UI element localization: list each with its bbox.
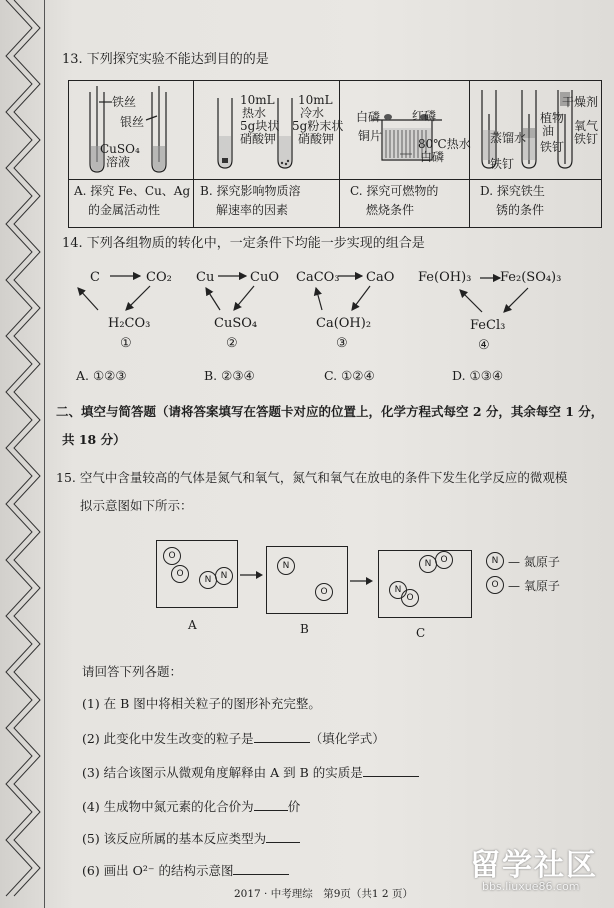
q13-d-label-1: 蒸馏水 bbox=[490, 131, 527, 145]
q13-b-label-1: 10mL bbox=[240, 93, 275, 107]
q13-d-label-7: 氧气 bbox=[574, 119, 599, 133]
answer-blank[interactable] bbox=[254, 798, 288, 811]
nitrogen-atom: N bbox=[419, 555, 437, 573]
q13-caption-c: C. 探究可燃物的 燃烧条件 bbox=[350, 184, 439, 217]
q13-a-label-1: 铁丝 bbox=[112, 95, 137, 109]
q13-c-label-1: 白磷 bbox=[356, 110, 381, 124]
q13-d-label-4: 油 bbox=[542, 124, 555, 138]
q13-stem: 13. 下列探究实验不能达到目的的是 bbox=[62, 52, 269, 67]
q13-d-label-3: 植物 bbox=[540, 111, 565, 125]
q14-option-d: D. ①③④ bbox=[452, 368, 504, 383]
legend-nitrogen-label: — 氮原子 bbox=[508, 555, 560, 569]
q14-g1-c: H₂CO₃ bbox=[108, 316, 151, 331]
q14-g3-b: CaO bbox=[366, 270, 395, 285]
oxygen-atom: O bbox=[163, 547, 181, 565]
oxygen-atom: O bbox=[315, 583, 333, 601]
legend-oxygen-icon: O bbox=[486, 576, 504, 594]
q14-stem: 14. 下列各组物质的转化中，一定条件下均能一步实现的组合是 bbox=[62, 236, 425, 251]
nitrogen-atom: N bbox=[199, 571, 217, 589]
answer-blank[interactable] bbox=[266, 830, 300, 843]
diagram-box-a bbox=[156, 540, 238, 608]
q14-option-c: C. ①②④ bbox=[324, 368, 375, 383]
oxygen-atom: O bbox=[171, 565, 189, 583]
q13-c-label-4: 80℃热水 bbox=[418, 137, 471, 151]
q14-g1-num: ① bbox=[120, 336, 132, 351]
q14-g3-num: ③ bbox=[336, 336, 348, 351]
legend-oxygen-label: — 氧原子 bbox=[508, 579, 560, 593]
section2-heading-line1: 二、填空与简答题（请将答案填写在答题卡对应的位置上，化学方程式每空 2 分，其余每空 1 分， bbox=[56, 404, 604, 419]
answer-blank[interactable] bbox=[233, 862, 289, 875]
q15-stem-line2: 拟示意图如下所示： bbox=[80, 498, 193, 513]
nitrogen-atom: N bbox=[277, 557, 295, 575]
q14-g1-b: CO₂ bbox=[146, 270, 172, 285]
q13-caption-a: A. 探究 Fe、Cu、Ag 的金属活动性 bbox=[74, 184, 191, 217]
watermark-logo: 留学社区 bbox=[470, 848, 598, 883]
binding-strip bbox=[0, 0, 44, 908]
q13-b-label-7: 5g粉末状 bbox=[292, 119, 344, 133]
q15-sub5: (5) 该反应所属的基本反应类型为 bbox=[82, 830, 300, 847]
section2-heading-line2: 共 18 分） bbox=[62, 432, 126, 447]
binding-line bbox=[44, 0, 45, 908]
q14-option-b: B. ②③④ bbox=[204, 368, 255, 383]
box-b-label: B bbox=[300, 622, 309, 636]
diagram-box-b bbox=[266, 546, 348, 614]
oxygen-atom: O bbox=[435, 551, 453, 569]
nitrogen-atom: N bbox=[389, 581, 407, 599]
q13-b-label-6: 冷水 bbox=[300, 106, 325, 120]
q13-b-label-5: 10mL bbox=[298, 93, 333, 107]
q14-g3-a: CaCO₃ bbox=[296, 270, 340, 285]
q13-caption-d: D. 探究铁生 锈的条件 bbox=[480, 184, 545, 217]
q14-g1-a: C bbox=[90, 270, 100, 285]
q13-c-label-3: 铜片 bbox=[358, 129, 383, 143]
q13-b-label-2: 热水 bbox=[242, 106, 267, 120]
watermark-url: bbs.liuxue86.com bbox=[482, 880, 580, 893]
q13-d-label-8: 铁钉 bbox=[574, 132, 599, 146]
diagram-box-c bbox=[378, 550, 472, 618]
page-footer: 2017 · 中考理综 第9页（共1 2 页） bbox=[234, 888, 413, 900]
q15-sub6: (6) 画出 O²⁻ 的结构示意图 bbox=[82, 862, 289, 879]
q13-a-label-3: CuSO₄ bbox=[100, 142, 140, 156]
q13-a-label-4: 溶液 bbox=[106, 155, 131, 169]
arrow-a-to-b bbox=[240, 570, 264, 580]
q14-g4-b: Fe₂(SO₄)₃ bbox=[500, 270, 562, 285]
q13-b-label-3: 5g块状 bbox=[240, 119, 280, 133]
nitrogen-atom: N bbox=[215, 567, 233, 585]
q14-g4-num: ④ bbox=[478, 338, 490, 353]
arrow-b-to-c bbox=[350, 576, 374, 586]
q14-g2-num: ② bbox=[226, 336, 238, 351]
box-a-label: A bbox=[188, 618, 197, 632]
q14-g2-b: CuO bbox=[250, 270, 279, 285]
q14-g3-c: Ca(OH)₂ bbox=[316, 316, 372, 331]
legend-nitrogen-icon: N bbox=[486, 552, 504, 570]
q13-caption-b: B. 探究影响物质溶 解速率的因素 bbox=[200, 184, 301, 217]
answer-blank[interactable] bbox=[254, 730, 310, 743]
q15-sub2: (2) 此变化中发生改变的粒子是 （填化学式） bbox=[82, 731, 385, 746]
q13-c-label-5: 白磷 bbox=[420, 150, 445, 164]
oxygen-atom: O bbox=[401, 589, 419, 607]
q13-a-label-2: 银丝 bbox=[120, 115, 145, 129]
q15-stem-line1: 15. 空气中含量较高的气体是氮气和氧气，氮气和氧气在放电的条件下发生化学反应的微观模 bbox=[56, 470, 568, 485]
box-c-label: C bbox=[416, 626, 426, 640]
q14-g2-a: Cu bbox=[196, 270, 215, 285]
q13-d-label-6: 干燥剂 bbox=[562, 95, 599, 109]
q13-c-label-2: 红磷 bbox=[412, 109, 437, 123]
q15-prompt: 请回答下列各题： bbox=[82, 664, 183, 679]
answer-blank[interactable] bbox=[363, 764, 419, 777]
q13-b-label-4: 硝酸钾 bbox=[240, 132, 277, 146]
q13-d-label-5: 铁钉 bbox=[540, 140, 565, 154]
q15-sub4: (4) 生成物中氮元素的化合价为 价 bbox=[82, 799, 301, 814]
q14-g4-c: FeCl₃ bbox=[470, 318, 506, 333]
q15-sub3: (3) 结合该图示从微观角度解释由 A 到 B 的实质是 bbox=[82, 764, 419, 781]
q13-d-label-2: 铁钉 bbox=[490, 157, 515, 171]
q14-g2-c: CuSO₄ bbox=[214, 316, 258, 331]
q15-sub1: (1) 在 B 图中将相关粒子的图形补充完整。 bbox=[82, 696, 321, 711]
q14-g4-a: Fe(OH)₃ bbox=[418, 270, 472, 285]
q13-b-label-8: 硝酸钾 bbox=[298, 132, 335, 146]
q14-option-a: A. ①②③ bbox=[76, 368, 127, 383]
